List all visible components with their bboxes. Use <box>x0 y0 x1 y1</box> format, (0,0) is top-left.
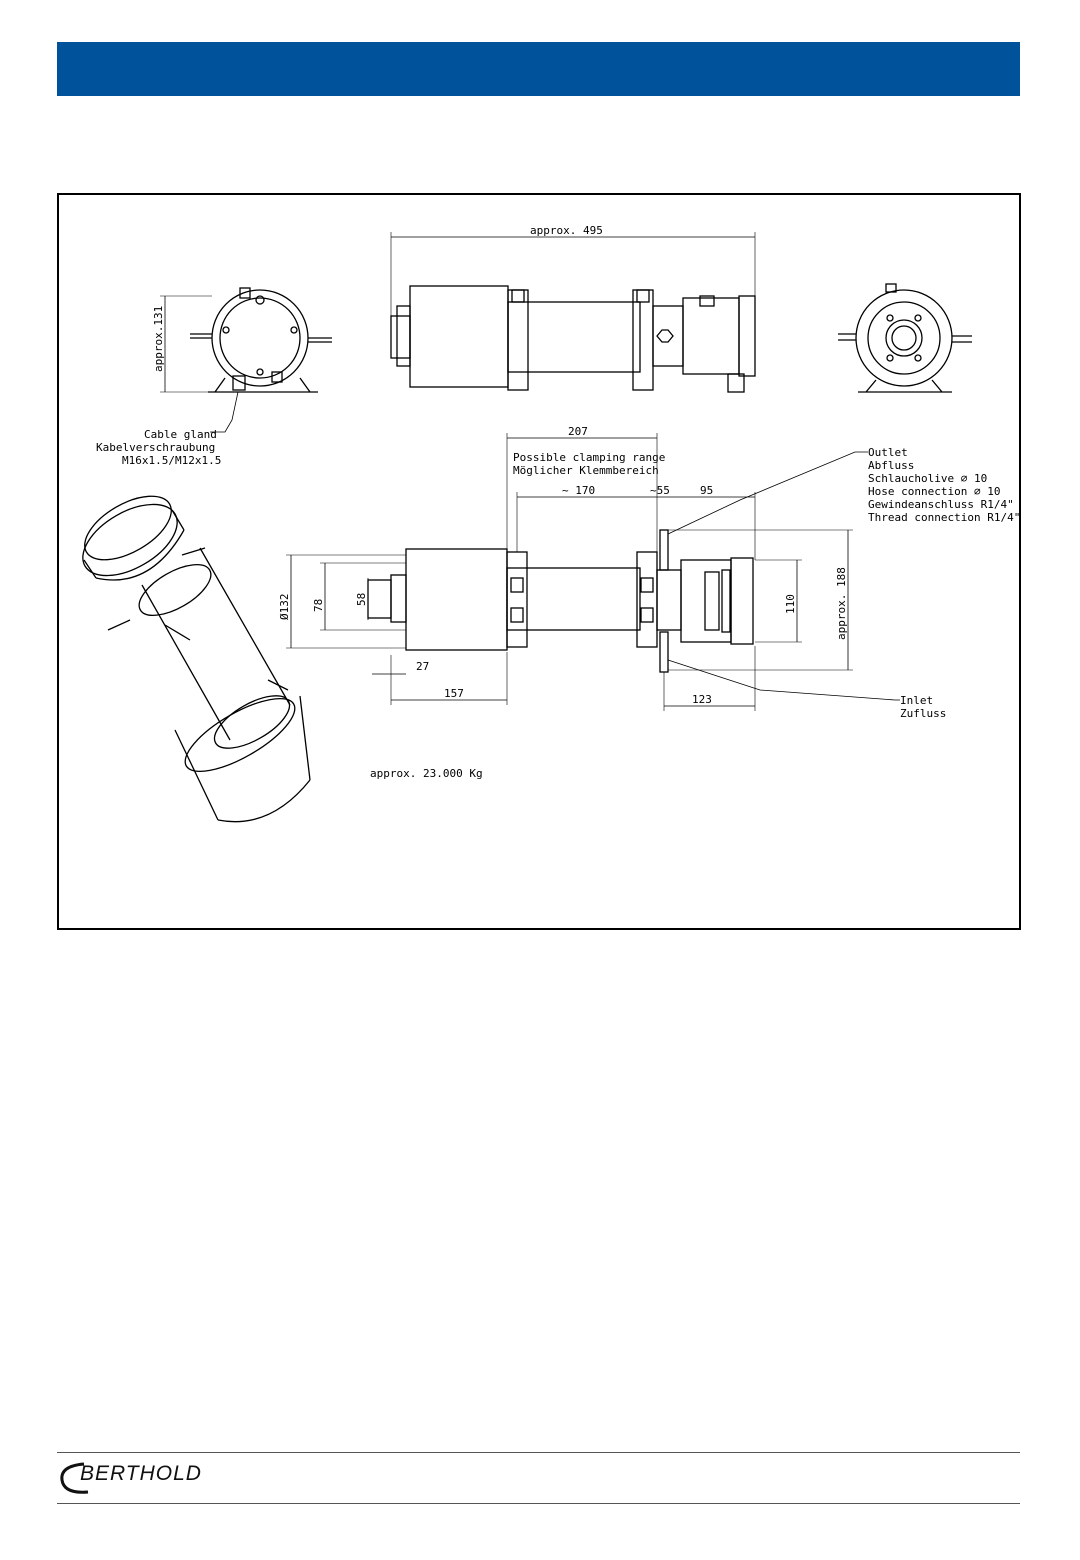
dim-170: ~ 170 <box>562 484 596 497</box>
dim-dia132: Ø132 <box>278 593 291 620</box>
top-side-view <box>391 232 755 392</box>
label-outlet: Outlet <box>868 446 908 459</box>
label-clamp-range-en: Possible clamping range <box>513 451 666 464</box>
label-schlaucholive: Schlaucholive ⌀ 10 <box>868 472 988 485</box>
back-end-view <box>838 284 972 392</box>
dim-clamp-207: 207 <box>568 425 588 438</box>
dim-78: 78 <box>312 598 325 612</box>
dim-58: 58 <box>355 592 368 606</box>
label-cable-gland: Cable gland <box>144 428 217 441</box>
label-gland-thread: M16x1.5/M12x1.5 <box>122 454 222 467</box>
dim-55: ~55 <box>650 484 670 497</box>
label-hose-connection: Hose connection ⌀ 10 <box>868 485 1001 498</box>
isometric-view <box>71 483 310 821</box>
label-clamp-range-de: Möglicher Klemmbereich <box>513 464 659 477</box>
berthold-logo-text: BERTHOLD <box>80 1462 202 1485</box>
footer-top-line <box>57 1452 1020 1453</box>
dim-27: 27 <box>416 660 430 673</box>
dim-height-131: approx.131 <box>152 305 165 372</box>
label-thread-connection: Thread connection R1/4" <box>868 511 1021 524</box>
label-inlet: Inlet <box>900 694 934 707</box>
dim-123: 123 <box>692 693 712 706</box>
footer-bottom-line <box>57 1503 1020 1504</box>
dim-110: 110 <box>784 594 797 614</box>
dim-95: 95 <box>700 484 714 497</box>
label-kabelverschraubung: Kabelverschraubung <box>96 441 216 454</box>
label-zufluss: Zufluss <box>900 707 947 720</box>
dim-157: 157 <box>444 687 464 700</box>
front-end-view <box>160 288 332 432</box>
label-weight: approx. 23.000 Kg <box>370 767 483 780</box>
dim-188: approx. 188 <box>835 567 848 640</box>
label-gewindeanschluss: Gewindeanschluss R1/4" <box>868 498 1014 511</box>
dim-overall-length: approx. 495 <box>530 224 603 237</box>
label-abfluss: Abfluss <box>868 459 915 472</box>
